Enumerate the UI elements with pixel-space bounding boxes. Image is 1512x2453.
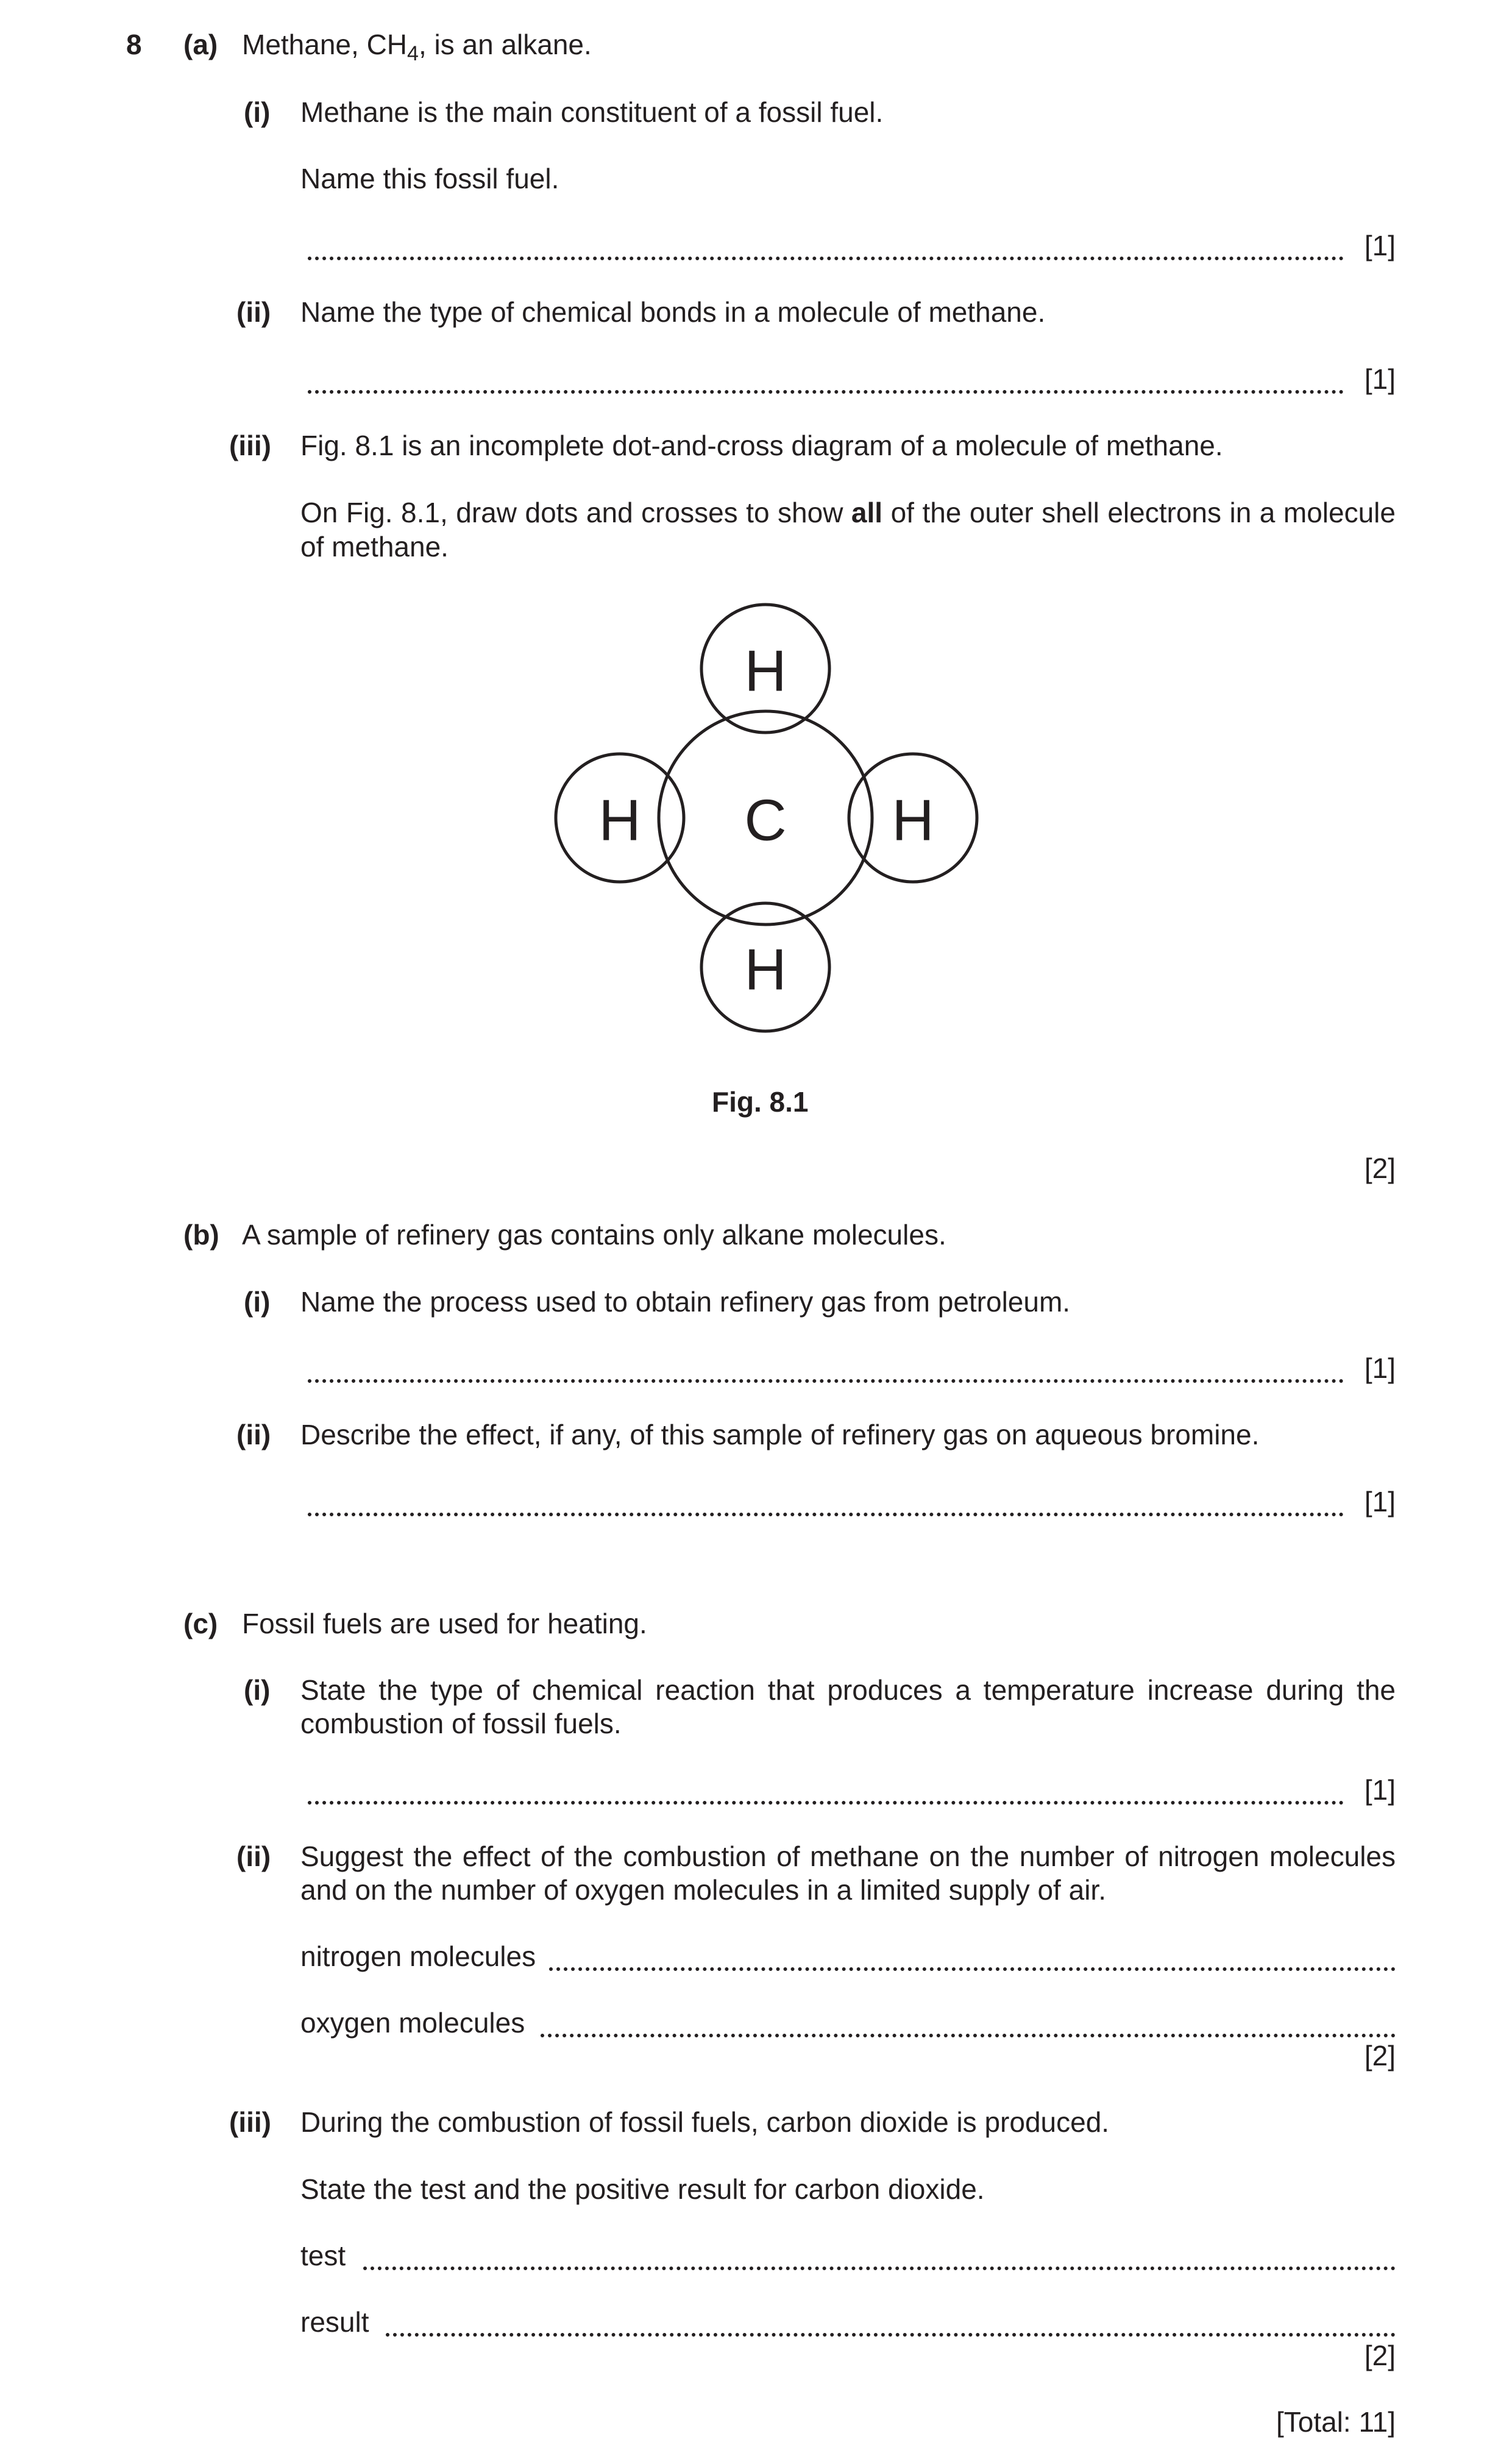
part-a-iii-instruction-text: On Fig. 8.1, draw dots and crosses to show [300,497,851,528]
part-c-stem: Fossil fuels are used for heating. [242,1608,647,1639]
part-a-i-text: Methane is the main constituent of a fossil fuel. [300,96,884,128]
part-a-ii-label: (ii) [236,296,271,328]
test-label: test [300,2240,346,2271]
part-c-iii-mark: [2] [1364,2340,1396,2371]
part-b-i-label: (i) [244,1286,271,1318]
part-b-i-text: Name the process used to obtain refinery gas from petroleum. [300,1286,1071,1318]
part-b-ii-text: Describe the effect, if any, of this sample of refinery gas on aqueous bromine. [300,1419,1260,1450]
oxygen-molecules-label: oxygen molecules [300,2007,525,2039]
part-c-ii-text: Suggest the effect of the combustion of methane on the number of nitrogen molecules and on the number of oxygen molecules in a limited supply of air. [300,1841,1396,1906]
result-label: result [300,2306,369,2338]
part-b-i-answer-line[interactable] [308,1355,1344,1383]
part-c-iii-text: During the combustion of fossil fuels, carbon dioxide is produced. [300,2106,1110,2138]
part-a-ii-text: Name the type of chemical bonds in a molecule of methane. [300,296,1046,328]
part-a-iii-label: (iii) [229,430,271,461]
part-a-iii-instruction-emphasis: all [851,497,883,528]
part-c-iii-instruction: State the test and the positive result for carbon dioxide. [300,2173,985,2205]
part-b-label: (b) [183,1219,219,1251]
part-a-ii-mark: [1] [1364,363,1396,395]
atom-symbol-hydrogen-top: H [744,638,787,704]
part-c-iii-label: (iii) [229,2106,271,2138]
part-c-i-answer-line[interactable] [308,1777,1344,1805]
oxygen-molecules-answer-line[interactable] [541,2009,1396,2037]
part-a-stem-text-end: , is an alkane. [418,29,592,60]
figure-caption: Fig. 8.1 [712,1086,809,1118]
atom-symbol-hydrogen-bottom: H [744,937,787,1003]
nitrogen-molecules-label: nitrogen molecules [300,1940,536,1972]
question-number: 8 [126,29,142,60]
part-a-iii-instruction-text-end: of the outer shell electrons in a molecule of methane. [300,497,1396,563]
part-b-ii-label: (ii) [236,1419,271,1450]
atom-symbol-hydrogen-right: H [892,787,934,853]
part-b-stem: A sample of refinery gas contains only alkane molecules. [242,1219,946,1251]
part-c-ii-mark: [2] [1364,2040,1396,2071]
question-total: [Total: 11] [1276,2406,1396,2438]
part-a-i-instruction: Name this fossil fuel. [300,163,559,194]
part-c-i-mark: [1] [1364,1774,1396,1806]
part-a-iii-mark: [2] [1364,1152,1396,1184]
part-a-iii-text: Fig. 8.1 is an incomplete dot-and-cross diagram of a molecule of methane. [300,430,1223,461]
part-a-stem-text: Methane, CH [242,29,408,60]
part-a-stem-subscript: 4 [407,42,419,65]
part-b-ii-mark: [1] [1364,1486,1396,1518]
part-a-i-mark: [1] [1364,230,1396,261]
nitrogen-molecules-answer-line[interactable] [549,1943,1396,1971]
atom-symbol-hydrogen-left: H [598,787,641,853]
test-answer-line[interactable] [363,2242,1396,2270]
part-c-label: (c) [183,1608,218,1639]
part-b-i-mark: [1] [1364,1352,1396,1384]
part-a-label: (a) [183,29,218,60]
part-c-ii-label: (ii) [236,1841,271,1872]
part-c-i-label: (i) [244,1674,271,1706]
part-b-ii-answer-line[interactable] [308,1488,1344,1516]
atom-symbol-carbon: C [744,787,787,853]
result-answer-line[interactable] [386,2309,1396,2337]
part-c-i-text: State the type of chemical reaction that produces a temperature increase during the combustion of fossil fuels. [300,1674,1396,1739]
part-a-i-label: (i) [244,96,271,128]
